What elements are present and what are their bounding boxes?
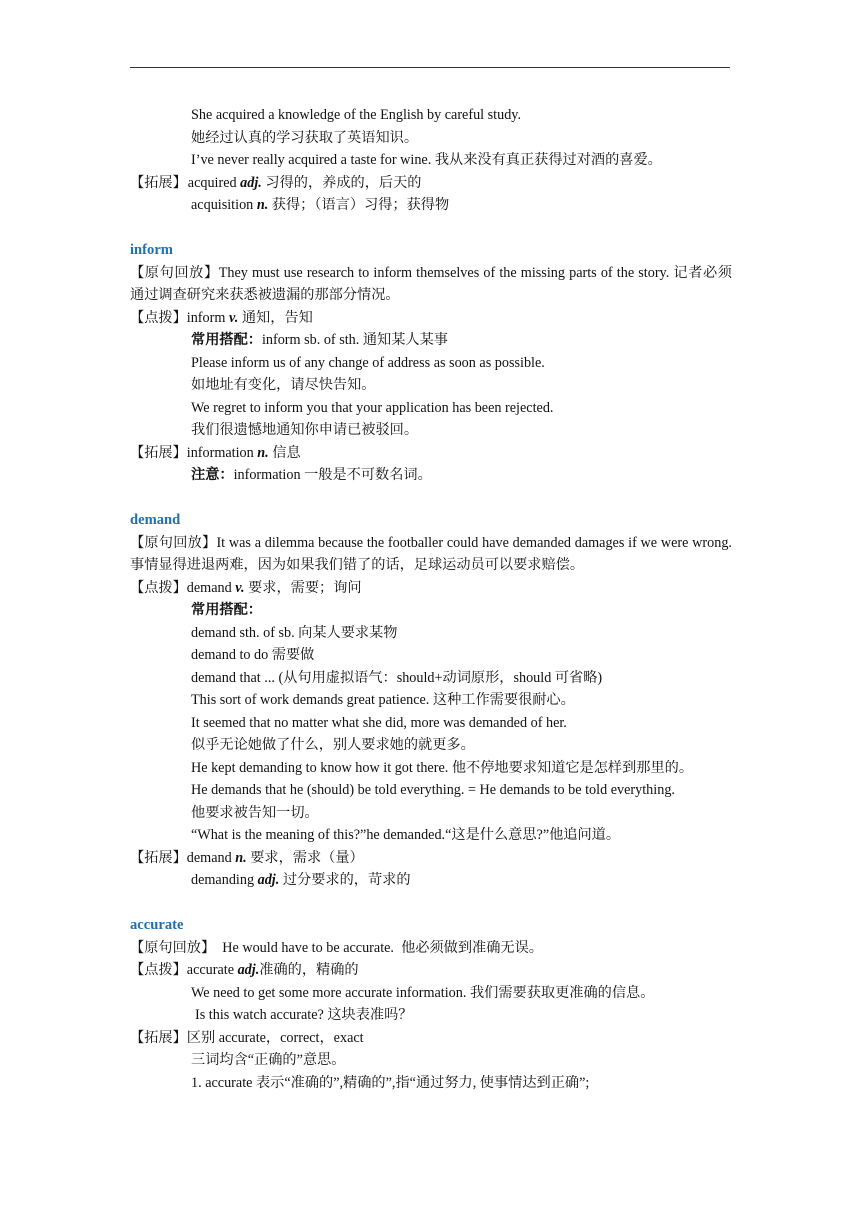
definition: 信息 (268, 444, 301, 461)
tip-word: accurate (186, 962, 238, 978)
part-of-speech: adj. (257, 872, 280, 888)
original-sentence (130, 532, 732, 577)
extension-line (130, 172, 732, 195)
extension-line (130, 1027, 732, 1050)
headword-inform: inform (130, 242, 173, 258)
definition: 通知，告知 (238, 309, 313, 326)
example-translation: 似乎无论她做了什么，别人要求她的就更多。 (191, 737, 475, 753)
example-sentence: I’ve never really acquired a taste for wine. 我从来没有真正获得过对酒的喜爱。 (191, 152, 662, 168)
part-of-speech: v. (235, 579, 245, 596)
extension-word: acquired (187, 174, 241, 191)
example-translation: 她经过认真的学习获取了英语知识。 (191, 129, 419, 146)
collocation-item: demand sth. of sb. 向某人要求某物 (191, 624, 398, 641)
original-text: It was a dilemma because the footballer could have demanded damages if we were wrong. 事情显得进退两难，因为如果我们错了的话，足球运动员可以要求赔偿。 (130, 534, 732, 573)
original-text: They must use research to inform themselves of the missing parts of the story. 记者必须通过调查研究来获悉被遗漏的那部分情况。 (130, 264, 732, 303)
extension-line (130, 869, 732, 892)
extension-line (130, 442, 732, 465)
extension-tag: 【拓展】 (130, 1029, 187, 1046)
extension-note: 1. accurate 表示“准确的”,精确的”,指“通过努力, 使事情达到正确”; (191, 1074, 590, 1091)
headword-accurate: accurate (130, 917, 184, 933)
part-of-speech: adj. (240, 174, 262, 191)
original-sentence (130, 937, 732, 960)
tip-tag: 【点拨】 (130, 579, 187, 596)
extension-tag: 【拓展】 (130, 849, 187, 866)
part-of-speech: n. (235, 849, 247, 866)
note-text: information 一般是不可数名词。 (233, 467, 432, 483)
tip-tag: 【点拨】 (130, 962, 187, 978)
tip-word: inform (186, 309, 229, 326)
part-of-speech: adj. (237, 962, 260, 978)
example-sentence: She acquired a knowledge of the English by careful study. (191, 107, 522, 123)
example-sentence: We regret to inform you that your application has been rejected. (191, 399, 554, 416)
definition: 获得；（语言）习得；获得物 (268, 197, 450, 213)
extension-word: information (186, 444, 258, 461)
definition: 要求，需要；询问 (244, 579, 362, 596)
tip-tag: 【点拨】 (130, 309, 187, 326)
part-of-speech: n. (257, 444, 269, 461)
extension-word: demanding (191, 872, 258, 888)
example-sentence: Is this watch accurate? 这块表准吗？ (195, 1007, 413, 1023)
extension-tag: 【拓展】 (130, 174, 187, 191)
extension-text: 区别 accurate，correct，exact (186, 1029, 364, 1046)
document-body (130, 104, 732, 1094)
example-translation: 如地址有变化，请尽快告知。 (191, 377, 376, 393)
tip-line (130, 959, 732, 982)
extension-line (130, 847, 732, 870)
extension-word: acquisition (191, 197, 257, 213)
original-sentence (130, 262, 732, 307)
part-of-speech: n. (256, 197, 269, 213)
example-sentence: It seemed that no matter what she did, more was demanded of her. (191, 714, 567, 731)
collocation-item: demand that ... (从句用虚拟语气：should+动词原形，should 可省略) (191, 669, 603, 686)
tip-word: demand (186, 579, 236, 596)
tip-line (130, 577, 732, 600)
definition: 准确的，精确的 (259, 962, 359, 978)
definition: 要求，需求（量） (246, 849, 364, 866)
collocation-label: 常用搭配： (191, 602, 262, 618)
example-translation: 我们很遗憾地通知你申请已被驳回。 (191, 422, 419, 438)
original-tag: 【原句回放】 (130, 534, 217, 551)
collocation-item: demand to do 需要做 (191, 647, 315, 663)
collocation-label: 常用搭配： (191, 332, 262, 348)
example-sentence: This sort of work demands great patience. 这种工作需要很耐心。 (191, 692, 575, 708)
definition: 习得的，养成的，后天的 (261, 174, 422, 191)
example-translation: 他要求被告知一切。 (191, 804, 319, 821)
extension-word: demand (186, 849, 236, 866)
example-sentence: We need to get some more accurate information. 我们需要获取更准确的信息。 (191, 984, 655, 1001)
extension-tag: 【拓展】 (130, 444, 187, 461)
collocation-text: inform sb. of sth. 通知某人某事 (261, 332, 448, 348)
example-sentence: “What is the meaning of this?”he demanded.“这是什么意思?”他追问道。 (191, 827, 621, 843)
collocation-line (130, 329, 732, 352)
original-tag: 【原句回放】 (130, 264, 219, 281)
part-of-speech: v. (228, 309, 239, 326)
extension-line (130, 194, 732, 217)
note-line (130, 464, 732, 487)
example-sentence: Please inform us of any change of address as soon as possible. (191, 354, 545, 371)
headword-demand: demand (130, 512, 181, 528)
header-rule (130, 67, 730, 68)
definition: 过分要求的，苛求的 (279, 872, 411, 888)
original-tag: 【原句回放】 (130, 939, 216, 956)
original-text: He would have to be accurate. 他必须做到准确无误。 (215, 939, 543, 956)
tip-line (130, 307, 732, 330)
note-label: 注意： (191, 467, 234, 483)
example-sentence: He demands that he (should) be told everything. = He demands to be told everything. (191, 782, 675, 798)
example-sentence: He kept demanding to know how it got there. 他不停地要求知道它是怎样到那里的。 (191, 759, 694, 776)
extension-note: 三词均含“正确的”意思。 (191, 1052, 346, 1068)
